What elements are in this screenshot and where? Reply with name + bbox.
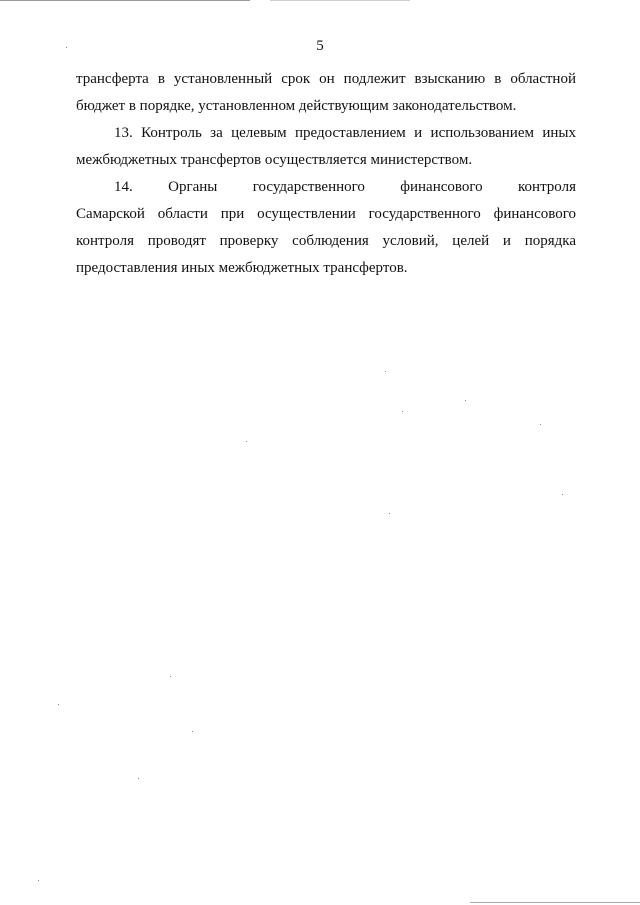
paragraph-12-continuation <box>76 66 576 120</box>
scan-speck <box>402 411 403 412</box>
paragraph-13 <box>76 120 576 174</box>
scan-speck <box>192 731 193 732</box>
text-line: предоставления иных межбюджетных трансфертов. <box>76 260 408 276</box>
body-text <box>76 66 576 282</box>
text-line: контроля проводят проверку соблюдения условий, целей и порядка <box>76 233 576 249</box>
paragraph-14 <box>76 174 576 282</box>
scan-edge-bottom <box>470 902 640 903</box>
scan-speck <box>562 494 563 495</box>
scan-speck <box>58 704 59 705</box>
scan-speck <box>246 441 247 442</box>
text-line: бюджет в порядке, установленном действующим законодательством. <box>76 98 517 114</box>
scan-edge-top-right <box>270 0 410 1</box>
text-line: Самарской области при осуществлении государственного финансового <box>76 206 576 222</box>
text-line: межбюджетных трансфертов осуществляется министерством. <box>76 152 473 168</box>
scan-edge-top <box>0 0 250 1</box>
text-line: 13. Контроль за целевым предоставлением и использованием иных <box>114 125 576 141</box>
scan-speck <box>38 880 39 881</box>
scan-speck <box>389 513 390 514</box>
scan-speck <box>385 371 386 372</box>
scan-speck <box>170 676 171 677</box>
scan-speck <box>465 400 466 401</box>
scan-speck <box>66 47 67 48</box>
text-line: трансферта в установленный срок он подлежит взысканию в областной <box>76 71 576 87</box>
scan-speck <box>138 778 139 779</box>
scan-speck <box>540 424 541 425</box>
page-number: 5 <box>316 38 324 54</box>
text-line: 14. Органы государственного финансового контроля <box>114 179 576 195</box>
